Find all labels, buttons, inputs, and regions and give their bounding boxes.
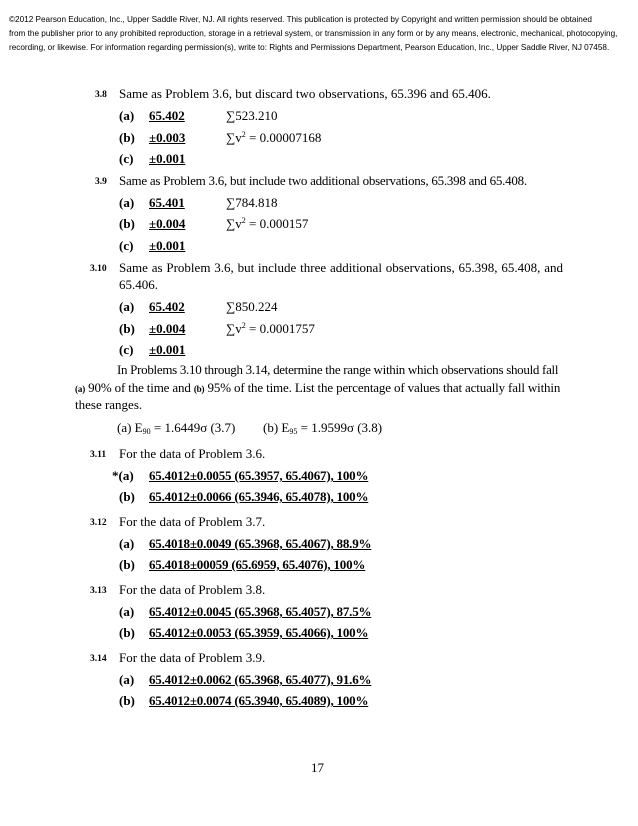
answer-label: (b) [119,693,135,708]
answer-value: ±0.001 [149,151,186,166]
answer-label: (c) [119,151,134,166]
copyright-line: recording, or likewise. For information regarding permission(s), write to: Rights and Permissions Department, Pearson Education, Inc., Upper Saddle River, NJ 07458. [9,43,610,52]
formula-95: (b) $E_{95} = 1.9599\sigma$ (3.8) [263,420,383,436]
copyright-line: from the publisher prior to any prohibited reproduction, storage in a retrieval system, or transmission in any form or by any means, electronic, mechanical, photocopying, [9,29,618,38]
problem-text: For the data of Problem 3.7. [119,514,266,529]
answer-label: (a) [119,108,135,123]
answer-value: ±0.001 [149,342,186,357]
problem-text: Same as Problem 3.6, but discard two observations, 65.396 and 65.406. [119,86,491,101]
problem-number: 3.10 [90,264,107,274]
problem-number: 3.13 [90,586,107,596]
answer-label: (b) [119,130,135,145]
copyright-line: ©2012 Pearson Education, Inc., Upper Saddle River, NJ. All rights reserved. This publication is protected by Copyright and written permission should be obtained [9,15,592,24]
sum-value: ∑784.818 [226,195,278,210]
sum-value: ∑523.210 [226,108,278,123]
answer-label: (a) [119,604,135,619]
answer-value: ±0.001 [149,238,186,253]
answer-label: (b) [119,216,135,231]
answer-label: (b) [119,489,135,504]
sum-squares: $\sum v^2 = 0.00007168$ [226,130,322,145]
answer-label: (a) [119,299,135,314]
answer-label: *(a) [112,468,134,483]
copyright-notice [9,13,631,55]
answer-value: 65.4012±0.0045 (65.3968, 65.4057), 87.5% [149,604,372,619]
sum-value: ∑850.224 [226,299,278,314]
problem-text: For the data of Problem 3.9. [119,650,266,665]
problem-number: 3.14 [90,654,107,664]
problem-text: For the data of Problem 3.6. [119,446,266,461]
problem-number: 3.8 [95,90,107,100]
intro-line: (a) 90% of the time and (b) 95% of the time. List the percentage of values that actually fall within [75,380,561,395]
answer-value: 65.402 [149,299,185,314]
answer-label: (a) [119,672,135,687]
problem-number: 3.11 [90,450,107,460]
answer-value: ±0.004 [149,216,186,231]
answer-value: 65.4018±0.0049 (65.3968, 65.4067), 88.9% [149,536,372,551]
answer-label: (b) [119,625,135,640]
page-number: 17 [311,760,324,775]
answer-value: 65.401 [149,195,185,210]
answer-label: (a) [119,195,135,210]
answer-value: 65.4012±0.0066 (65.3946, 65.4078), 100% [149,489,369,504]
answer-value: ±0.003 [149,130,186,145]
problem-text: Same as Problem 3.6, but include three additional observations, 65.398, 65.408, and [119,260,563,275]
answer-value: 65.4012±0.0062 (65.3968, 65.4077), 91.6% [149,672,372,687]
intro-line: In Problems 3.10 through 3.14, determine the range within which observations should fall [117,362,559,377]
answer-value: 65.402 [149,108,185,123]
answer-value: 65.4018±00059 (65.6959, 65.4076), 100% [149,557,366,572]
problem-number: 3.12 [90,518,107,528]
answer-value: 65.4012±0.0053 (65.3959, 65.4066), 100% [149,625,369,640]
answer-label: (b) [119,557,135,572]
problem-text: Same as Problem 3.6, but include two additional observations, 65.398 and 65.408. [119,173,527,188]
answer-label: (c) [119,342,134,357]
answer-label: (b) [119,321,135,336]
answer-value: 65.4012±0.0055 (65.3957, 65.4067), 100% [149,468,369,483]
answer-value: ±0.004 [149,321,186,336]
sum-squares: $\sum v^2 = 0.0001757$ [226,321,315,336]
problem-number: 3.9 [95,177,107,187]
answer-value: 65.4012±0.0074 (65.3940, 65.4089), 100% [149,693,369,708]
problem-text-continued: 65.406. [119,277,158,292]
problem-text: For the data of Problem 3.8. [119,582,266,597]
answer-label: (a) [119,536,135,551]
formula-90: (a) $E_{90} = 1.6449\sigma$ (3.7) [117,420,236,436]
intro-line: these ranges. [75,397,143,412]
answer-label: (c) [119,238,134,253]
sum-squares: $\sum v^2 = 0.000157$ [226,216,309,231]
